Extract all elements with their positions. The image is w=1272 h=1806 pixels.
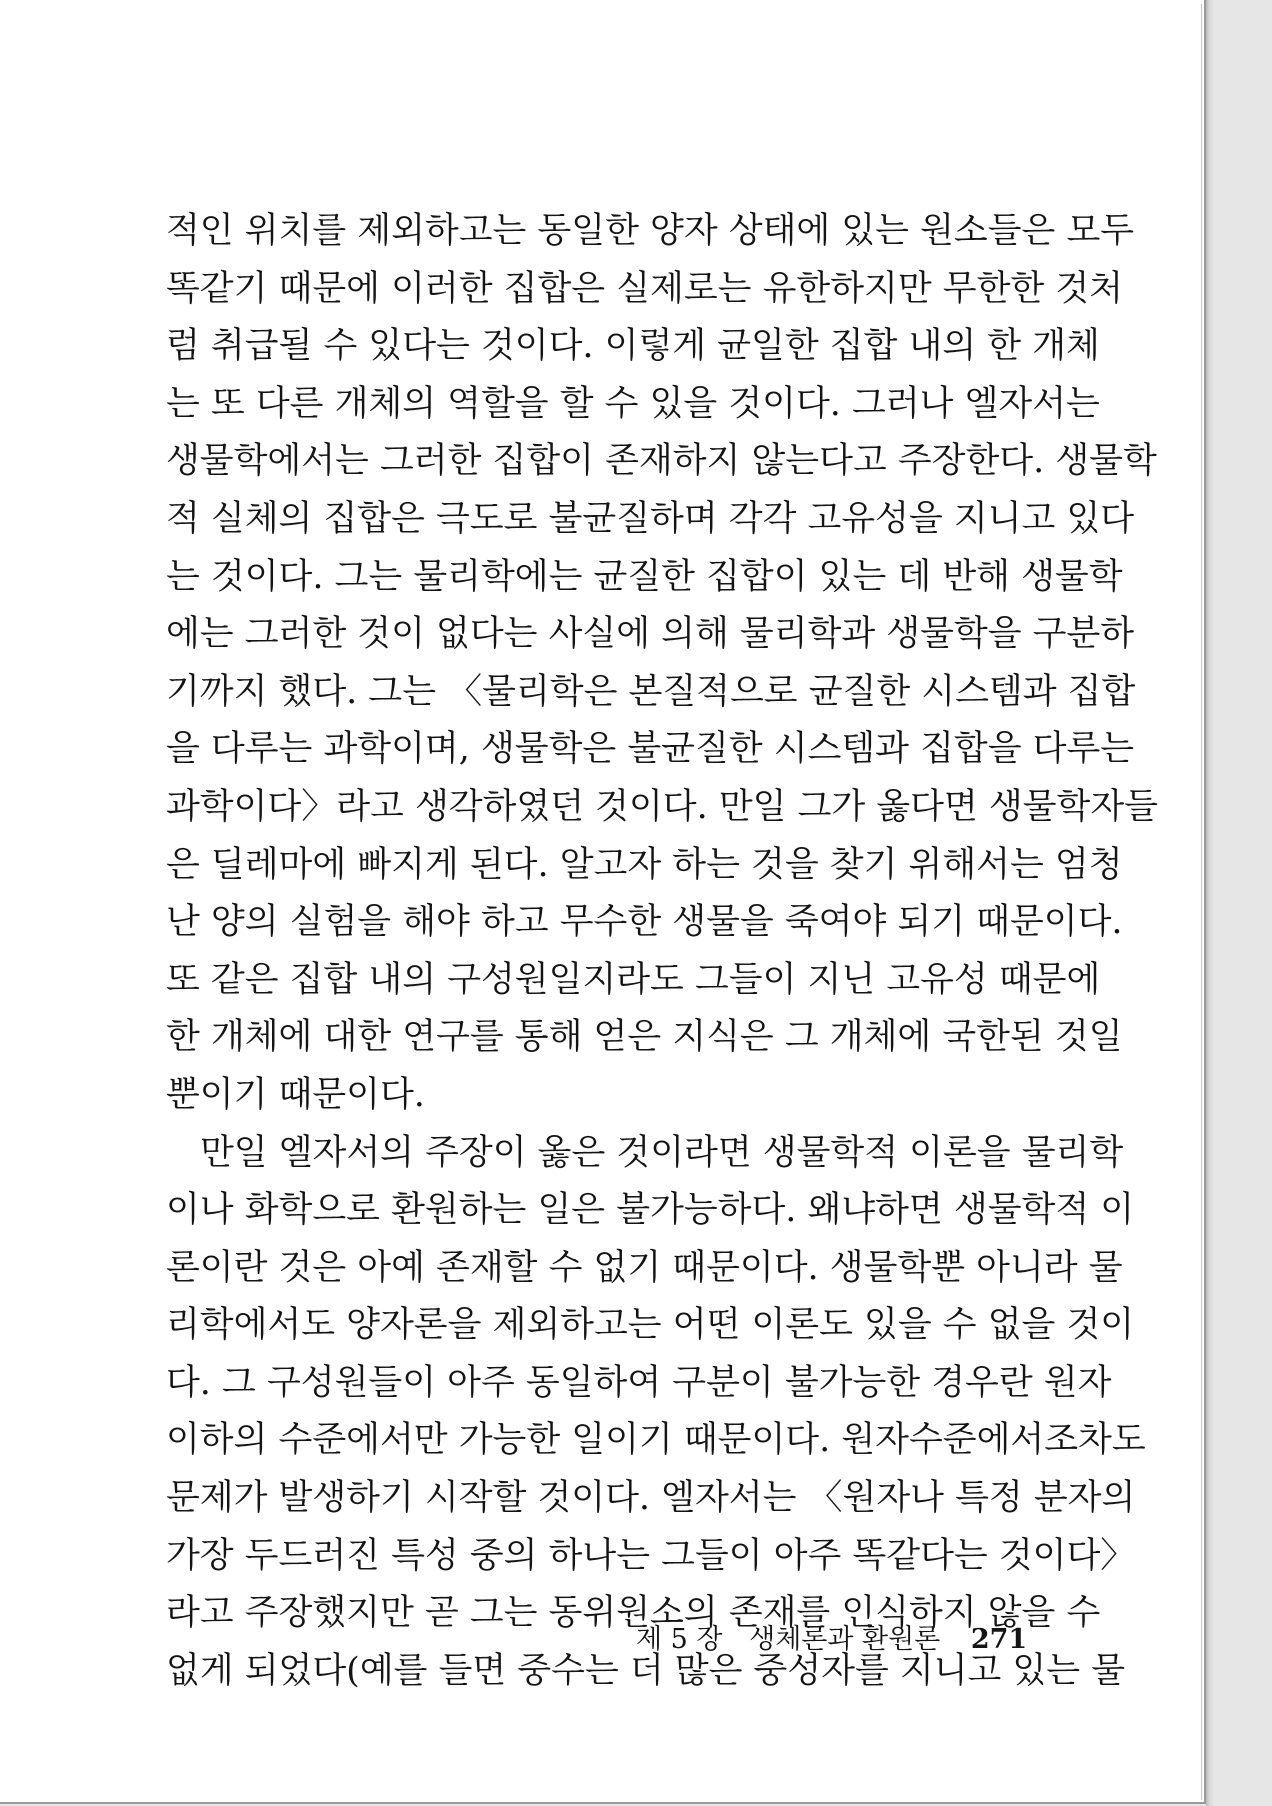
footer-chapter: 제 5 장 [636,1624,723,1655]
text-line-14: 또 같은 집합 내의 구성원일지라도 그들이 지닌 고유성 때문에 [166,959,1101,1000]
page-edge-shadow [1206,0,1214,1806]
text-line-5: 생물학에서는 그러한 집합이 존재하지 않는다고 주장한다. 생물학 [166,441,1157,482]
text-line-25: 라고 주장했지만 곧 그는 동위원소의 존재를 인식하지 않을 수 [166,1593,1101,1634]
text-line-6: 적 실체의 집합은 극도로 불균질하며 각각 고유성을 지니고 있다 [166,498,1135,539]
text-line-2: 똑같기 때문에 이러한 집합은 실제로는 유한하지만 무한한 것처 [166,268,1123,309]
text-line-24: 가장 두드러진 특성 중의 하나는 그들이 아주 똑같다는 것이다〉 [166,1535,1136,1576]
text-line-16: 뿐이기 때문이다. [166,1074,425,1115]
text-line-22: 이하의 수준에서만 가능한 일이기 때문이다. 원자수준에서조차도 [166,1420,1146,1461]
text-line-17: 만일 엘자서의 주장이 옳은 것이라면 생물학적 이론을 물리학 [200,1132,1124,1173]
text-line-23: 문제가 발생하기 시작할 것이다. 엘자서는 〈원자나 특정 분자의 [166,1478,1136,1519]
body-text [166,203,1158,1700]
text-line-18: 이나 화학으로 환원하는 일은 불가능하다. 왜냐하면 생물학적 이 [166,1190,1135,1231]
text-line-11: 과학이다〉라고 생각하였던 것이다. 만일 그가 옳다면 생물학자들 [166,786,1158,827]
text-line-3: 럼 취급될 수 있다는 것이다. 이렇게 균일한 집합 내의 한 개체 [166,326,1100,367]
text-line-21: 다. 그 구성원들이 아주 동일하여 구분이 불가능한 경우란 원자 [166,1362,1112,1403]
running-footer [636,1620,1040,1660]
text-line-4: 는 또 다른 개체의 역할을 할 수 있을 것이다. 그러나 엘자서는 [166,383,1100,424]
text-line-8: 에는 그러한 것이 없다는 사실에 의해 물리학과 생물학을 구분하 [166,614,1135,655]
page-number: 271 [970,1624,1028,1655]
page-edge-line [1201,4,1202,1800]
text-line-15: 한 개체에 대한 연구를 통해 얻은 지식은 그 개체에 국한된 것일 [166,1017,1123,1058]
text-line-20: 리학에서도 양자론을 제외하고는 어떤 이론도 있을 수 없을 것이 [166,1305,1135,1346]
text-line-19: 론이란 것은 아예 존재할 수 없기 때문이다. 생물학뿐 아니라 물 [166,1247,1123,1288]
text-line-26: 없게 되었다(예를 들면 중수는 더 많은 중성자를 지니고 있는 물 [166,1650,1126,1691]
text-line-1: 적인 위치를 제외하고는 동일한 양자 상태에 있는 원소들은 모두 [166,211,1135,251]
text-line-10: 을 다루는 과학이며, 생물학은 불균질한 시스템과 집합을 다루는 [166,729,1135,770]
text-line-7: 는 것이다. 그는 물리학에는 균질한 집합이 있는 데 반해 생물학 [166,556,1123,597]
text-line-13: 난 양의 실험을 해야 하고 무수한 생물을 죽여야 되기 때문이다. [166,902,1123,943]
text-line-12: 은 딜레마에 빠지게 된다. 알고자 하는 것을 찾기 위해서는 엄청 [166,844,1123,885]
footer-chapter-title: 생체론과 환원론 [749,1624,941,1655]
text-line-9: 기까지 했다. 그는 〈물리학은 본질적으로 균질한 시스템과 집합 [166,671,1136,712]
